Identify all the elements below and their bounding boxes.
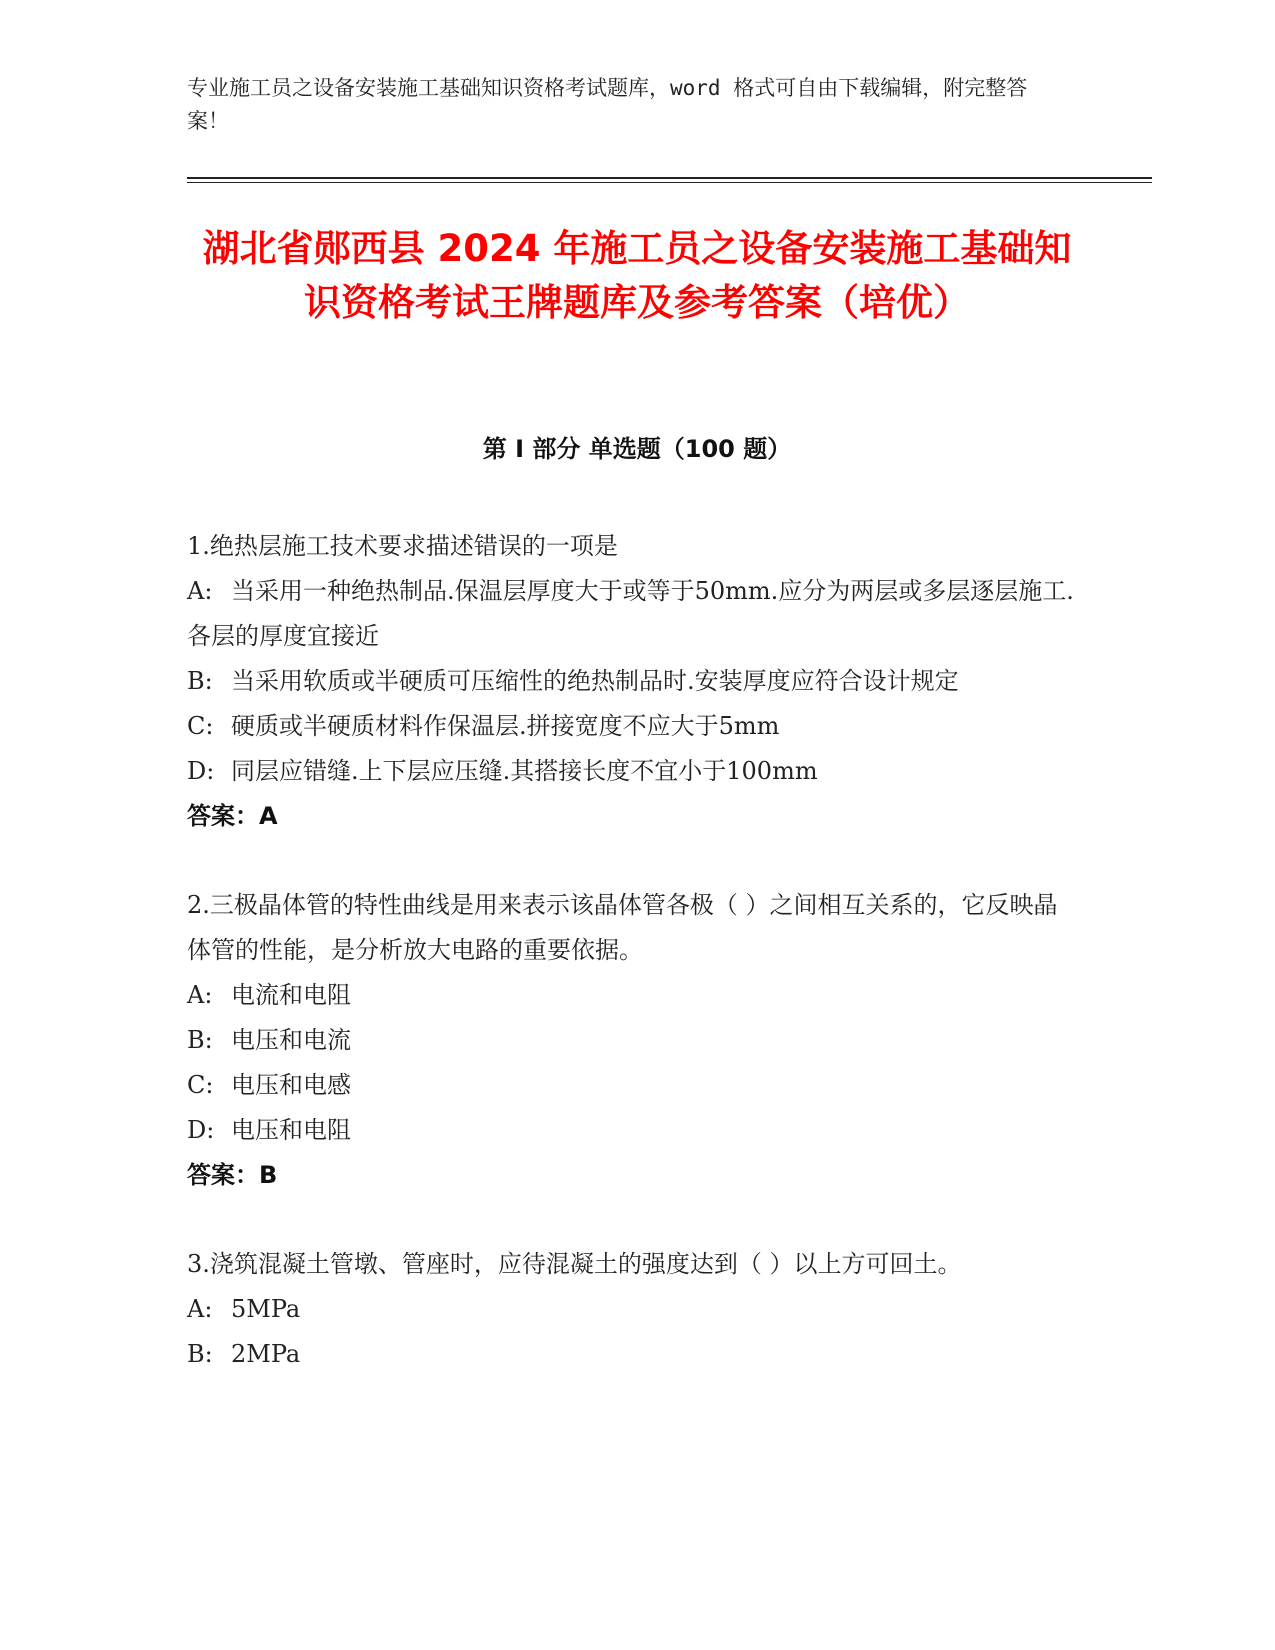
answer: 答案：A: [187, 802, 278, 830]
option-key: C:: [187, 712, 214, 740]
option-key: A:: [187, 577, 213, 605]
option-text: 5MPa: [231, 1295, 301, 1323]
option-d: [187, 749, 1077, 794]
header-divider-thin: [187, 182, 1152, 183]
option-text: 当采用软质或半硬质可压缩性的绝热制品时.安装厚度应符合设计规定: [231, 667, 959, 695]
question-list: [187, 524, 1077, 1421]
option-c: [187, 1063, 1077, 1108]
option-key: A:: [187, 981, 213, 1009]
option-text: 2MPa: [231, 1340, 301, 1368]
option-key: D:: [187, 757, 215, 785]
option-c: [187, 704, 1077, 749]
option-text: 同层应错缝.上下层应压缝.其搭接长度不宜小于100mm: [231, 757, 818, 785]
question-3: [187, 1242, 1077, 1377]
option-b: [187, 1332, 1077, 1377]
question-1: [187, 524, 1077, 839]
answer: 答案：B: [187, 1161, 278, 1189]
option-b: [187, 659, 1077, 704]
option-text: 硬质或半硬质材料作保温层.拼接宽度不应大于5mm: [231, 712, 780, 740]
option-key: B:: [187, 1340, 213, 1368]
option-key: C:: [187, 1071, 214, 1099]
option-text: 电流和电阻: [231, 981, 351, 1009]
option-b: [187, 1018, 1077, 1063]
option-a: [187, 569, 1077, 659]
option-text: 电压和电感: [231, 1071, 351, 1099]
option-key: B:: [187, 667, 213, 695]
question-2: [187, 883, 1077, 1198]
option-d: [187, 1108, 1077, 1153]
option-text: 电压和电阻: [231, 1116, 351, 1144]
document-title: 湖北省郧西县 2024 年施工员之设备安装施工基础知识资格考试王牌题库及参考答案（培优）: [202, 227, 1072, 324]
question-text: 1.绝热层施工技术要求描述错误的一项是: [187, 532, 618, 560]
section-title: 第 I 部分 单选题（100 题）: [482, 435, 792, 463]
option-text: 当采用一种绝热制品.保温层厚度大于或等于50mm.应分为两层或多层逐层施工.各层的厚度宜接近: [187, 577, 1074, 650]
option-a: [187, 973, 1077, 1018]
option-a: [187, 1287, 1077, 1332]
option-key: B:: [187, 1026, 213, 1054]
header-note: 专业施工员之设备安装施工基础知识资格考试题库，word 格式可自由下载编辑，附完整答案！: [187, 76, 1028, 133]
option-text: 电压和电流: [231, 1026, 351, 1054]
question-text: 3.浇筑混凝土管墩、管座时，应待混凝土的强度达到（ ）以上方可回土。: [187, 1250, 962, 1278]
option-key: A:: [187, 1295, 213, 1323]
header-divider: [187, 177, 1152, 179]
option-key: D:: [187, 1116, 215, 1144]
question-text: 2.三极晶体管的特性曲线是用来表示该晶体管各极（ ）之间相互关系的，它反映晶体管的性能，是分析放大电路的重要依据。: [187, 891, 1058, 964]
